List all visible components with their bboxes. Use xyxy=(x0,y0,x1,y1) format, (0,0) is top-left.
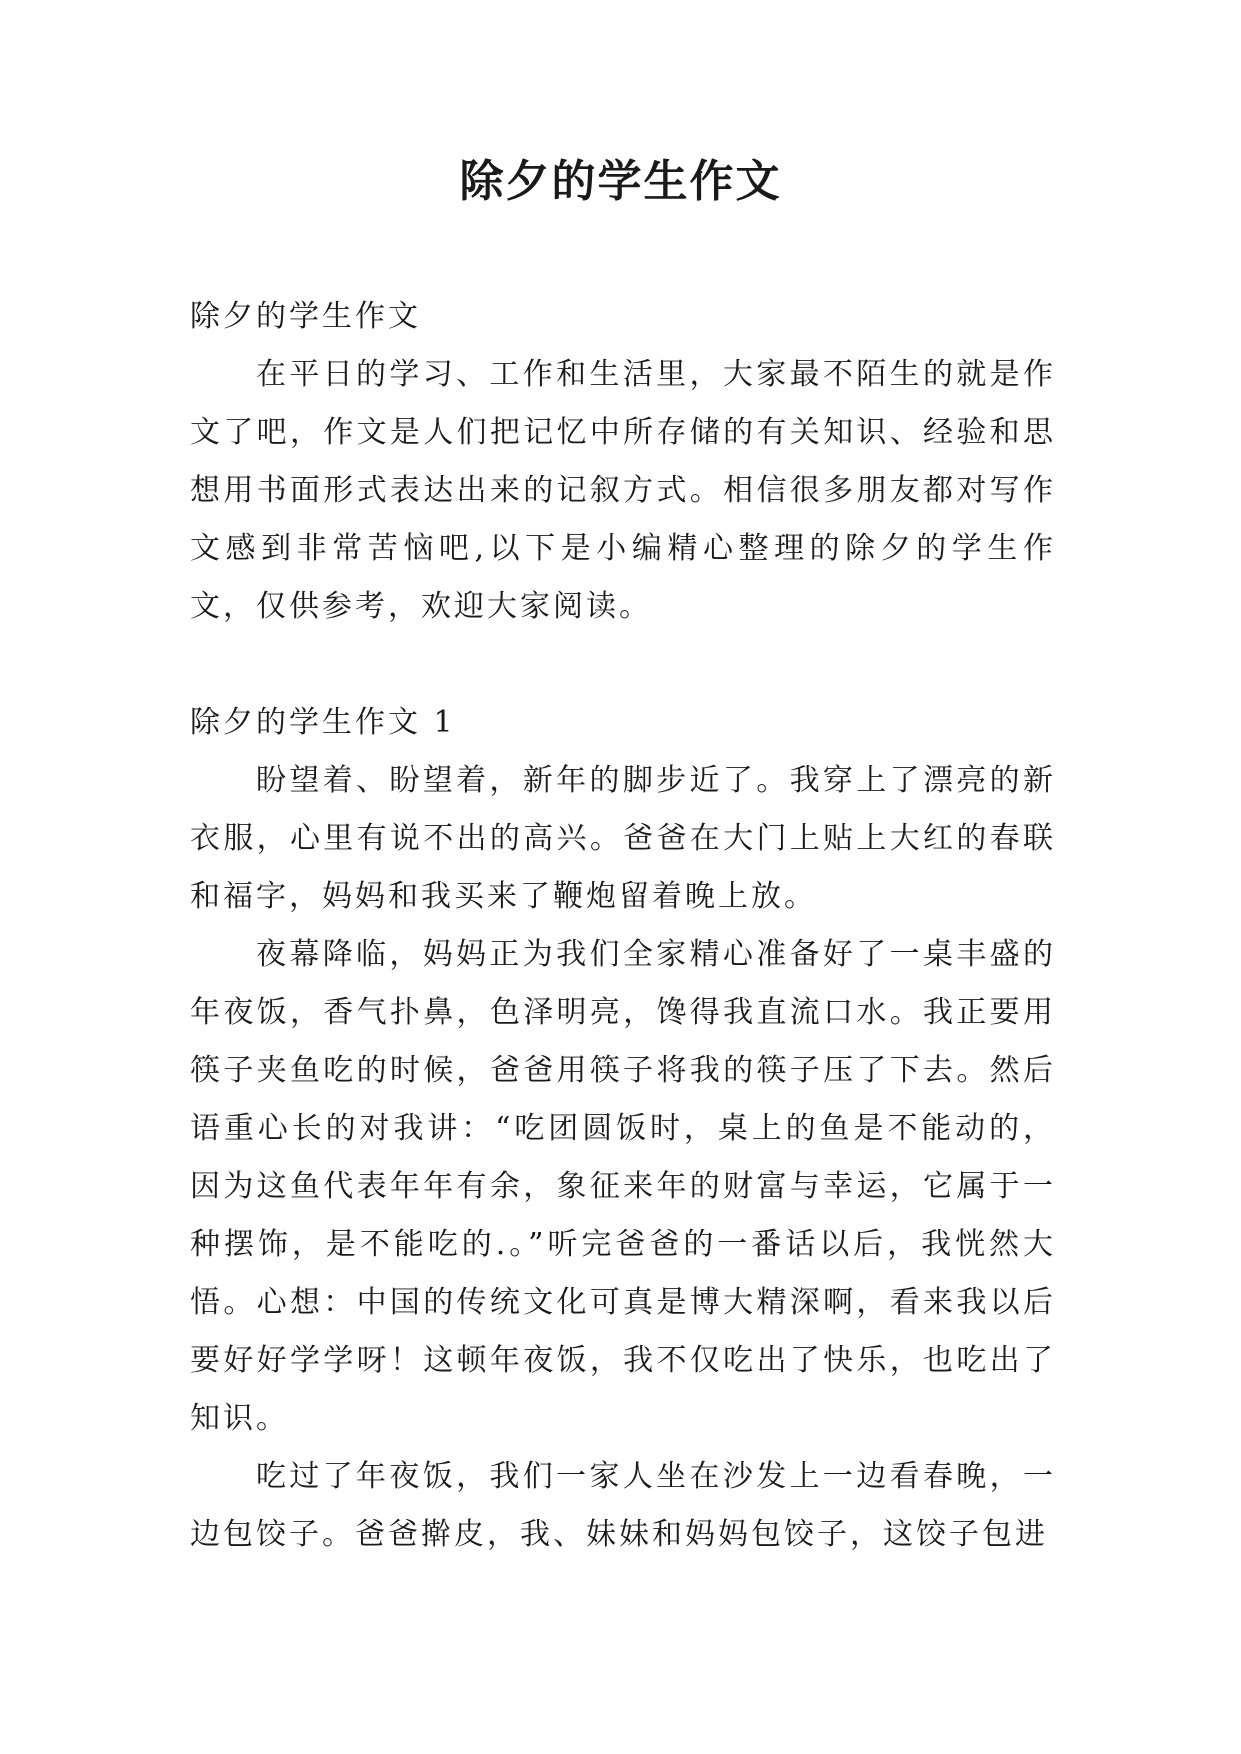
essay-1-paragraph-3: 吃过了年夜饭，我们一家人坐在沙发上一边看春晚，一边包饺子。爸爸擀皮，我、妹妹和妈妈包饺子，这饺子包进 xyxy=(190,1459,1056,1552)
intro-heading: 除夕的学生作文 xyxy=(190,299,421,334)
document-title: 除夕的学生作文 xyxy=(459,156,782,207)
document-body xyxy=(190,288,1056,1564)
section-spacer xyxy=(190,636,1056,694)
essay-1-heading: 除夕的学生作文 1 xyxy=(190,705,456,740)
intro-paragraph: 在平日的学习、工作和生活里，大家最不陌生的就是作文了吧，作文是人们把记忆中所存储的有关知识、经验和思想用书面形式表达出来的记叙方式。相信很多朋友都对写作文感到非常苦恼吧,以下是小编精心整理的除夕的学生作文，仅供参考，欢迎大家阅读。 xyxy=(190,357,1056,624)
essay-1-paragraph-2: 夜幕降临，妈妈正为我们全家精心准备好了一桌丰盛的年夜饭，香气扑鼻，色泽明亮，馋得我直流口水。我正要用筷子夹鱼吃的时候，爸爸用筷子将我的筷子压了下去。然后语重心长的对我讲：“吃团圆饭时，桌上的鱼是不能动的，因为这鱼代表年年有余，象征来年的财富与幸运，它属于一种摆饰，是不能吃的.。”听完爸爸的一番话以后，我恍然大悟。心想：中国的传统文化可真是博大精深啊，看来我以后要好好学学呀！这顿年夜饭，我不仅吃出了快乐，也吃出了知识。 xyxy=(190,937,1056,1436)
essay-1-paragraph-1: 盼望着、盼望着，新年的脚步近了。我穿上了漂亮的新衣服，心里有说不出的高兴。爸爸在大门上贴上大红的春联和福字，妈妈和我买来了鞭炮留着晚上放。 xyxy=(190,763,1056,914)
